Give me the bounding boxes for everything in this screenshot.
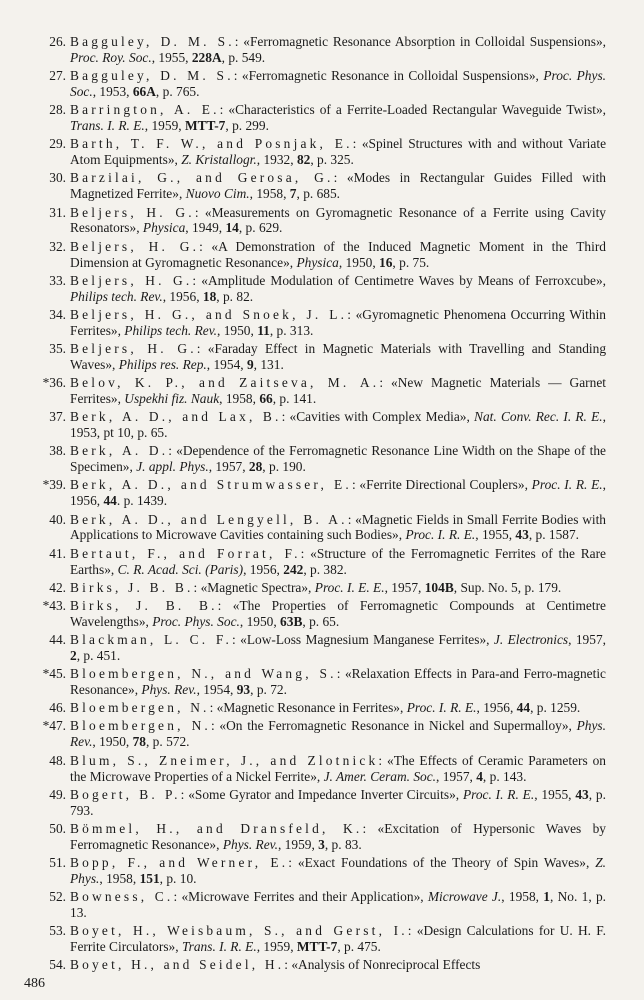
reference-year: , 1957, [208,459,249,475]
reference-author: Beljers, H. G. [70,340,197,356]
reference-author: Beljers, H. G. [70,238,200,254]
reference-year: , 1956, [476,700,517,716]
reference-year: , 1956, [70,477,606,509]
reference-pages: , p. 765. [155,84,200,100]
reference-year: , 1950, [338,254,380,270]
reference-volume: 82 [296,152,311,168]
reference-title: : «Amplitude Modulation of Centimetre Waves by Means of Ferroxcube», [192,272,606,288]
reference-volume: 11 [257,322,270,338]
reference-pages: , p. 10. [159,870,197,886]
reference-entry [22,666,606,698]
reference-author: Bogert, B. P. [70,786,181,802]
reference-volume: 63B [280,613,303,629]
reference-author: Barth, T. F. W., and Posnjak, E. [70,136,353,152]
reference-year: , 1958, [219,391,260,406]
reference-title: : «Excitation of Hypersonic Waves by Ferromagnetic Resonance», [70,820,606,852]
reference-number: *36. [42,375,66,391]
reference-year: , 1954, [206,356,247,372]
reference-author: Bloembergen, N. [70,718,211,734]
reference-volume: 43 [515,527,529,543]
reference-number: *39. [42,477,66,493]
reference-number: 54. [49,957,66,973]
reference-title: : «Relaxation Effects in Para-and Ferro-magnetic Resonance», [70,666,606,698]
reference-journal: Nuovo Cim. [185,186,250,202]
reference-author: Bowness, C. [70,889,174,905]
reference-title: : «Magnetic Resonance in Ferrites», [209,700,407,716]
reference-title: : «Design Calculations for U. H. F. Ferrite Circulators», [70,923,606,955]
reference-volume: 78 [132,734,146,750]
reference-pages: , Sup. No. 5, p. 179. [453,579,562,595]
reference-entry [22,68,606,100]
reference-title: : «Magnetic Spectra», [193,579,315,595]
reference-journal: Proc. I. R. E. [406,700,477,716]
reference-journal: Z. Phys. [70,854,606,886]
reference-entry [22,957,606,973]
reference-pages: , p. 143. [482,768,527,784]
reference-entry [22,170,606,202]
reference-entry [22,34,606,66]
reference-entry [22,700,606,716]
reference-entry [22,443,606,475]
reference-journal: Proc. I. R. E. [405,527,476,543]
reference-journal: Trans. I. R. E. [181,939,257,955]
reference-title: : «Some Gyrator and Impedance Inverter Circuits», [180,786,463,802]
reference-journal: Trans. I. R. E. [70,118,145,134]
reference-year: , 1950, [217,322,258,338]
reference-volume: 242 [283,561,304,577]
reference-volume: 66A [132,84,156,100]
reference-title: : «Magnetic Fields in Small Ferrite Bodies with Applications to Microwave Cavities containing such Bodies», [70,511,607,543]
reference-pages: , p. 793. [70,786,606,818]
reference-title: : «The Effects of Ceramic Parameters on the Microwave Properties of a Nickel Ferrite», [70,752,606,784]
reference-entry [22,855,606,887]
reference-author: Birks, J. B. B. [70,579,194,595]
reference-number: 35. [49,340,66,356]
reference-journal: J. appl. Phys. [136,459,209,475]
reference-author: Bertaut, F., and Forrat, F. [70,545,301,561]
reference-volume: 43 [575,786,589,802]
reference-journal: Phys. Rev. [70,718,606,750]
reference-author: Berk, A. D. [70,443,169,459]
reference-title: : «Ferromagnetic Resonance Absorption in Colloidal Suspensions», [234,34,606,49]
reference-year: , 1954, [196,682,237,698]
reference-title: : «Structure of the Ferromagnetic Ferrites of the Rare Earths», [70,545,606,577]
reference-list [22,34,606,975]
reference-year: , 1959, [277,836,319,852]
reference-journal: Phys. Rev. [141,682,197,698]
reference-pages: , p. 325. [310,152,354,168]
reference-volume: 14 [225,220,239,236]
reference-pages: , p. 75. [392,254,430,270]
reference-year: , 1950, [92,734,133,750]
reference-volume: 93 [236,682,251,698]
reference-journal: Physica [296,254,339,270]
reference-pages: , p. 299. [225,118,269,134]
reference-pages: , p. 451. [76,647,121,663]
reference-title: : «Dependence of the Ferromagnetic Resonance Line Width on the Shape of the Specimen», [70,443,606,475]
reference-number: 50. [49,820,66,836]
reference-year: , 1958, [99,870,140,886]
reference-volume: 44 [516,700,531,716]
reference-number: 34. [49,306,66,322]
reference-entry [22,821,606,853]
reference-entry [22,546,606,578]
reference-pages: , p. 1259. [530,700,581,716]
reference-pages: , p. 382. [303,561,347,577]
reference-year: , 1955, [475,527,516,543]
reference-year: , 1950, [239,613,281,629]
reference-author: Bagguley, D. M. S. [70,34,235,49]
reference-number: 42. [49,579,66,595]
reference-entry [22,598,606,630]
reference-title: : «Gyromagnetic Phenomena Occurring Within Ferrites», [70,306,607,338]
reference-title: : «The Properties of Ferromagnetic Compounds at Centimetre Wavelengths», [70,597,606,629]
reference-title: : «Low-Loss Magnesium Manganese Ferrites», [232,632,494,648]
reference-pages: , p. 1587. [528,527,580,543]
reference-pages: , No. 1, p. 13. [70,889,607,920]
reference-number: 49. [49,786,66,802]
reference-number: 44. [49,632,66,648]
reference-author: Berk, A. D., and Lax, B. [70,409,282,425]
reference-journal: Z. Kristallogr. [181,152,257,168]
reference-journal: Philips tech. Rev. [124,322,218,338]
reference-year: , 1949, [185,220,226,236]
reference-pages: , p. 685. [296,186,341,202]
reference-journal: C. R. Acad. Sci. (Paris) [117,561,244,577]
reference-volume: MTT-7 [184,118,226,134]
reference-year: , 1957, [568,632,606,648]
reference-year: , 1955, [534,786,576,802]
reference-title: : «A Demonstration of the Induced Magnetic Moment in the Third Dimension at Gyromagnetic Resonance», [70,238,607,270]
reference-volume: 44 [103,493,117,509]
reference-volume: 7 [289,186,297,202]
reference-year: , 1955, [151,49,192,65]
reference-entry [22,375,606,407]
reference-number: 48. [49,752,66,768]
reference-year: , 1958, [501,889,544,905]
reference-title: : «Faraday Effect in Magnetic Materials with Travelling and Standing Waves», [70,340,607,372]
reference-pages: , p. 572. [145,734,190,750]
reference-number: 27. [49,68,66,84]
reference-title: : «Microwave Ferrites and their Application», [173,889,428,905]
reference-author: Berk, A. D., and Lengyell, B. A. [70,511,348,527]
reference-number: 40. [49,511,66,527]
reference-pages: , p. 475. [337,939,381,955]
reference-number: 53. [49,923,66,939]
reference-pages: , p. 313. [269,322,314,338]
reference-title: : «New Magnetic Materials — Garnet Ferrites», [70,375,606,406]
reference-journal: Microwave J. [427,889,502,905]
reference-year: , 1932, [256,152,297,168]
reference-author: Bagguley, D. M. S. [70,68,234,84]
reference-title: : «Modes in Rectangular Guides Filled with Magnetized Ferrite», [70,170,606,202]
reference-year: , 1959, [144,118,185,134]
reference-journal: Proc. Roy. Soc. [70,49,152,65]
reference-entry [22,307,606,339]
reference-volume: 104B [424,579,454,595]
reference-number: 41. [49,545,66,561]
reference-journal: Physica [142,220,186,236]
reference-volume: MTT-7 [296,939,338,955]
reference-pages: . p. 1439. [116,493,168,509]
reference-title: : «Characteristics of a Ferrite-Loaded Rectangular Waveguide Twist», [219,102,607,118]
reference-entry [22,787,606,819]
reference-journal: Nat. Conv. Rec. I. R. E. [474,409,603,425]
reference-author: Belov, K. P., and Zaitseva, M. A. [70,375,380,391]
reference-volume: 16 [379,254,393,270]
reference-pages: , 131. [253,356,284,372]
reference-number: 30. [49,170,66,186]
reference-volume: 4 [476,768,483,784]
reference-journal: J. Electronics [493,632,569,648]
reference-pages: , p. 82. [216,288,254,304]
reference-pages: , p. 190. [262,459,306,475]
reference-number: 33. [49,272,66,288]
reference-year: , 1957, [436,768,477,784]
reference-pages: , p. 629. [238,220,283,236]
reference-volume: 66 [259,391,273,406]
reference-journal: Phys. Rev. [222,836,278,852]
reference-volume: 9 [246,356,254,372]
reference-number: 29. [49,136,66,152]
page-number: 486 [24,976,45,991]
reference-volume: 228A [191,49,222,65]
reference-number: 52. [49,889,66,905]
reference-number: 28. [49,102,66,118]
reference-year: , 1953, [92,84,133,100]
reference-title: : «Measurements on Gyromagnetic Resonance of a Ferrite using Cavity Resonators», [70,204,607,236]
reference-title: : «Exact Foundations of the Theory of Spin Waves», [288,854,596,870]
reference-number: 26. [49,34,66,49]
reference-title: : «Spinel Structures with and without Variate Atom Equipments», [70,136,607,168]
reference-entry [22,273,606,305]
reference-entry [22,102,606,134]
reference-entry [22,923,606,955]
reference-journal: Proc. Phys. Soc. [70,68,607,100]
reference-entry [22,753,606,785]
reference-entry [22,512,606,544]
reference-year: , 1958, [249,186,290,202]
reference-volume: 3 [318,836,325,852]
reference-journal: J. Amer. Ceram. Soc. [323,768,437,784]
reference-author: Beljers, H. G. [70,272,193,288]
reference-author: Bopp, F., and Werner, E. [70,854,289,870]
reference-author: Bömmel, H., and Dransfeld, K. [70,820,363,836]
reference-entry [22,632,606,664]
reference-entry [22,239,606,271]
reference-entry [22,136,606,168]
reference-volume: 1 [543,889,550,905]
reference-author: Barrington, A. E. [70,102,220,118]
reference-year: , 1953, pt 10, p. 65. [70,409,606,441]
reference-journal: Philips res. Rep. [118,356,207,372]
reference-number: 46. [49,700,66,716]
reference-author: Beljers, H. G. [70,204,195,220]
reference-number: *47. [42,718,66,734]
reference-pages: , p. 83. [324,836,362,852]
reference-journal: Proc. I. E. E. [314,579,385,595]
reference-entry [22,477,606,509]
reference-pages: , p. 549. [221,49,266,65]
reference-entry [22,718,606,750]
reference-number: 31. [49,204,66,220]
reference-entry [22,409,606,441]
reference-title: : «Ferromagnetic Resonance in Colloidal Suspensions», [233,68,544,84]
reference-pages: , p. 141. [272,391,317,406]
reference-entry [22,205,606,237]
reference-volume: 28 [248,459,263,475]
reference-author: Berk, A. D., and Strumwasser, E. [70,477,352,493]
reference-journal: Uspekhi fiz. Nauk [124,391,220,406]
reference-year: , 1957, [384,579,425,595]
reference-author: Bloembergen, N., and Wang, S. [70,666,337,682]
reference-journal: Proc. Phys. Soc. [152,613,240,629]
reference-journal: Philips tech. Rev. [70,288,163,304]
reference-number: 32. [49,238,66,254]
reference-author: Bloembergen, N. [70,700,210,716]
reference-title: : «On the Ferromagnetic Resonance in Nickel and Supermalloy», [210,718,577,734]
reference-pages: , p. 72. [250,682,287,698]
reference-number: 37. [49,409,66,425]
reference-year: , 1956, [243,561,284,577]
reference-number: *45. [42,666,66,682]
reference-volume: 18 [202,288,217,304]
reference-journal: Proc. I. R. E. [462,786,535,802]
reference-author: Blackman, L. C. F. [70,632,232,648]
reference-entry [22,341,606,373]
reference-entry [22,580,606,596]
reference-author: Beljers, H. G., and Snoek, J. L. [70,306,348,322]
reference-pages: , p. 65. [302,613,340,629]
reference-entry [22,889,606,921]
reference-author: Barzilai, G., and Gerosa, G. [70,170,334,186]
reference-author: Blum, S., Zneimer, J., and Zlotnick [70,752,379,768]
reference-title: : «Ferrite Directional Couplers», [351,477,532,493]
reference-author: Boyet, H., Weisbaum, S., and Gerst, I. [70,923,408,939]
reference-volume: 151 [139,870,160,886]
reference-year: , 1956, [162,288,203,304]
reference-journal: Proc. I. R. E. [531,477,603,493]
reference-number: *43. [42,597,66,613]
reference-author: Boyet, H., and Seidel, H. [70,957,285,973]
reference-number: 38. [49,443,66,459]
reference-number: 51. [49,854,66,870]
reference-title: : «Cavities with Complex Media», [281,409,475,425]
reference-year: , 1959, [256,939,297,955]
reference-title: : «Analysis of Nonreciprocal Effects [284,957,481,973]
reference-author: Birks, J. B. B. [70,597,218,613]
reference-volume: 2 [70,647,77,663]
